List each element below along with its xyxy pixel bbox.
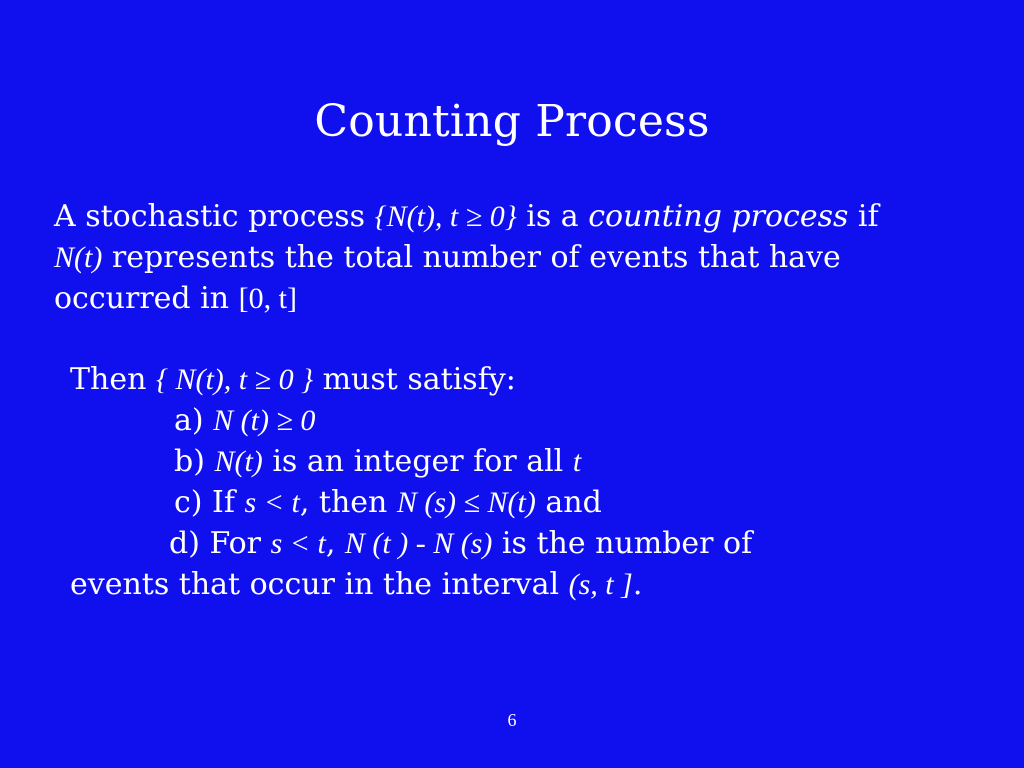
condition-d-line2-post: .: [632, 567, 643, 602]
conditions-intro: [70, 359, 1000, 400]
condition-a: [70, 400, 1000, 441]
condition-d-math-1: s < t: [270, 527, 326, 560]
condition-d: [70, 523, 1000, 564]
counting-process-term: counting process: [588, 199, 849, 234]
condition-d-continued: [70, 564, 1000, 605]
interval-notation: [0, t]: [238, 282, 297, 315]
definition-text-2: is a: [516, 199, 589, 234]
definition-text-4: represents the total number of events that have: [102, 240, 841, 275]
condition-c-math-1: s < t: [244, 486, 300, 519]
definition-line-1: [54, 196, 994, 237]
condition-c-post: and: [535, 485, 602, 520]
condition-b-var: t: [572, 445, 582, 478]
condition-b-math: N(t): [214, 445, 263, 478]
condition-c-text: , then: [299, 485, 397, 520]
condition-a-math: N (t) ≥ 0: [213, 404, 316, 437]
conditions-intro-post: must satisfy:: [313, 362, 516, 397]
condition-d-interval: (s, t ]: [568, 568, 633, 601]
condition-d-label: d) For: [169, 526, 271, 561]
condition-d-line2-text: events that occur in the interval: [70, 567, 569, 602]
definition-line-2: [54, 237, 994, 278]
definition-text-1: A stochastic process: [54, 199, 375, 234]
definition-line-3: [54, 278, 994, 319]
conditions-block: [70, 359, 1000, 605]
n-of-t: N(t): [54, 241, 103, 274]
definition-paragraph: [54, 196, 994, 319]
slide-title: Counting Process: [314, 96, 710, 147]
definition-text-3: if: [848, 199, 879, 234]
condition-a-label: a): [174, 403, 214, 438]
condition-b-label: b): [174, 444, 215, 479]
condition-d-math-2: N (t ) - N (s): [344, 527, 493, 560]
condition-c-math-2: N (s) ≤ N(t): [396, 486, 536, 519]
condition-d-text: is the number of: [492, 526, 753, 561]
condition-c-label: c) If: [174, 485, 245, 520]
process-notation: {N(t), t ≥ 0}: [374, 200, 517, 233]
page-number: 6: [507, 710, 517, 730]
condition-d-sep: ,: [325, 526, 345, 561]
condition-c: [70, 482, 1000, 523]
condition-b: [70, 441, 1000, 482]
conditions-intro-math: { N(t), t ≥ 0 }: [155, 363, 314, 396]
conditions-intro-text: Then: [70, 362, 156, 397]
definition-text-5: occurred in: [54, 281, 239, 316]
condition-b-text: is an integer for all: [262, 444, 573, 479]
